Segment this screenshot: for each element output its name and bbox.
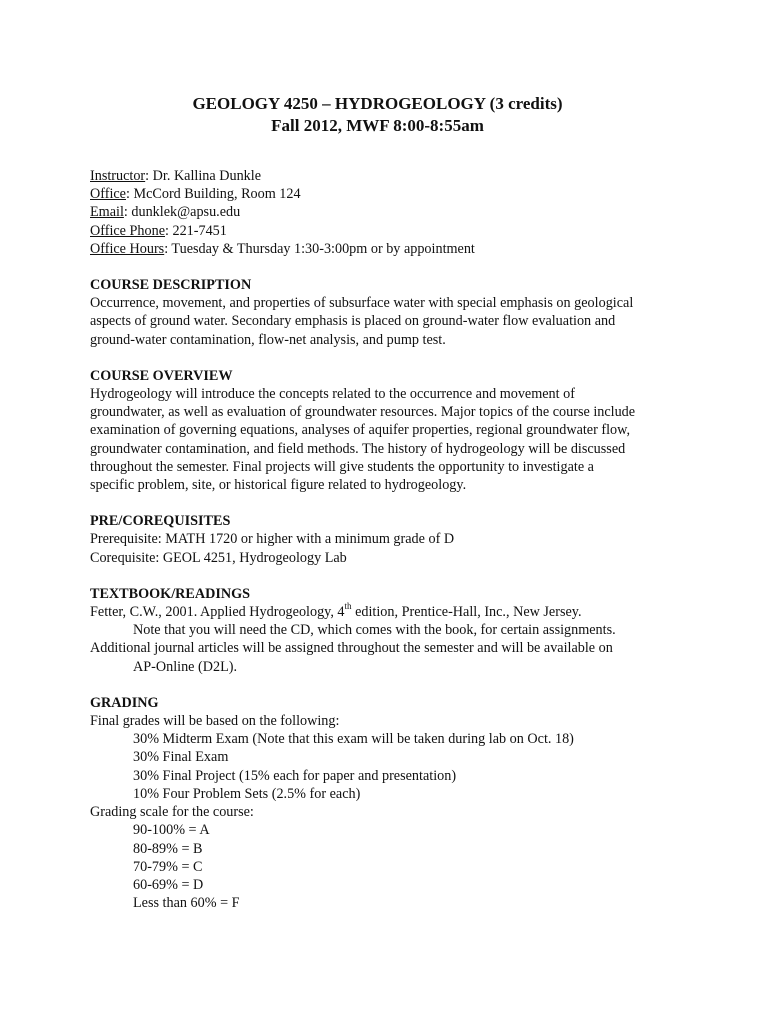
- office-label: Office: [90, 186, 126, 203]
- grading-section: [90, 694, 690, 912]
- spacer: [90, 137, 690, 167]
- grade-scale-item: 80-89% = B: [133, 840, 203, 857]
- description-line: aspects of ground water. Secondary emphasis is placed on ground-water flow evaluation and: [90, 313, 616, 330]
- phone-line: [90, 222, 690, 240]
- description-line: Occurrence, movement, and properties of subsurface water with special emphasis on geological: [90, 295, 634, 312]
- grade-component: 30% Midterm Exam (Note that this exam will be taken during lab on Oct. 18): [133, 731, 574, 748]
- prerequisites-section: [90, 512, 690, 567]
- additional-readings-line: AP-Online (D2L).: [133, 658, 238, 675]
- hours-value: : Tuesday & Thursday 1:30-3:00pm or by appointment: [164, 240, 475, 257]
- email-line: [90, 203, 690, 221]
- course-description-section: [90, 276, 690, 349]
- overview-line: specific problem, site, or historical figure related to hydrogeology.: [90, 477, 467, 494]
- textbook-reference: [90, 603, 690, 621]
- section-heading: COURSE DESCRIPTION: [90, 277, 252, 294]
- email-label: Email: [90, 204, 124, 221]
- instructor-label: Instructor: [90, 168, 146, 184]
- grading-intro: Final grades will be based on the following:: [90, 713, 340, 730]
- description-line: ground-water contamination, flow-net analysis, and pump test.: [90, 331, 446, 348]
- overview-line: Hydrogeology will introduce the concepts related to the occurrence and movement of: [90, 386, 575, 403]
- hours-line: [90, 240, 690, 258]
- grading-scale-intro: Grading scale for the course:: [90, 804, 254, 821]
- instructor-line: [90, 167, 690, 185]
- grade-scale-item: 90-100% = A: [133, 822, 210, 839]
- edition-superscript: th: [344, 601, 352, 612]
- grade-component: 30% Final Project (15% each for paper and presentation): [133, 767, 457, 784]
- phone-label: Office Phone: [90, 222, 165, 239]
- corequisite-line: Corequisite: GEOL 4251, Hydrogeology Lab: [90, 549, 347, 566]
- spacer: [90, 567, 690, 585]
- reference-text: Fetter, C.W., 2001. Applied Hydrogeology, 4: [90, 604, 345, 621]
- grade-scale-item: Less than 60% = F: [133, 895, 240, 912]
- grade-scale-item: 60-69% = D: [133, 876, 204, 893]
- hours-label: Office Hours: [90, 240, 165, 257]
- office-line: [90, 185, 690, 203]
- contact-block: [90, 167, 690, 258]
- course-schedule: Fall 2012, MWF 8:00-8:55am: [271, 116, 484, 135]
- instructor-value: : Dr. Kallina Dunkle: [145, 168, 262, 184]
- overview-line: throughout the semester. Final projects will give students the opportunity to investigate a: [90, 458, 594, 475]
- overview-line: examination of governing equations, analyses of aquifer properties, regional groundwater flow,: [90, 422, 631, 439]
- course-title: GEOLOGY 4250 – HYDROGEOLOGY (3 credits): [192, 94, 563, 113]
- additional-readings-line: Additional journal articles will be assigned throughout the semester and will be available on: [90, 640, 613, 657]
- course-overview-section: [90, 367, 690, 494]
- phone-value: : 221-7451: [165, 222, 227, 239]
- email-value: : dunklek@apsu.edu: [123, 204, 241, 221]
- grade-component: 10% Four Problem Sets (2.5% for each): [133, 785, 361, 802]
- textbook-note: Note that you will need the CD, which comes with the book, for certain assignments.: [133, 622, 616, 639]
- overview-line: groundwater, as well as evaluation of groundwater resources. Major topics of the course include: [90, 404, 636, 421]
- spacer: [90, 676, 690, 694]
- section-heading: PRE/COREQUISITES: [90, 513, 231, 530]
- grade-scale-item: 70-79% = C: [133, 858, 203, 875]
- section-heading: TEXTBOOK/READINGS: [90, 585, 251, 602]
- syllabus-page: [90, 93, 690, 912]
- textbook-section: [90, 585, 690, 676]
- prerequisite-line: Prerequisite: MATH 1720 or higher with a minimum grade of D: [90, 531, 455, 548]
- section-heading: GRADING: [90, 694, 159, 711]
- section-heading: COURSE OVERVIEW: [90, 367, 233, 384]
- spacer: [90, 494, 690, 512]
- office-value: : McCord Building, Room 124: [125, 186, 301, 203]
- reference-text: edition, Prentice-Hall, Inc., New Jersey.: [351, 604, 582, 621]
- spacer: [90, 349, 690, 367]
- overview-line: groundwater contamination, and field methods. The history of hydrogeology will be discussed: [90, 440, 626, 457]
- spacer: [90, 258, 690, 276]
- grade-component: 30% Final Exam: [133, 749, 229, 766]
